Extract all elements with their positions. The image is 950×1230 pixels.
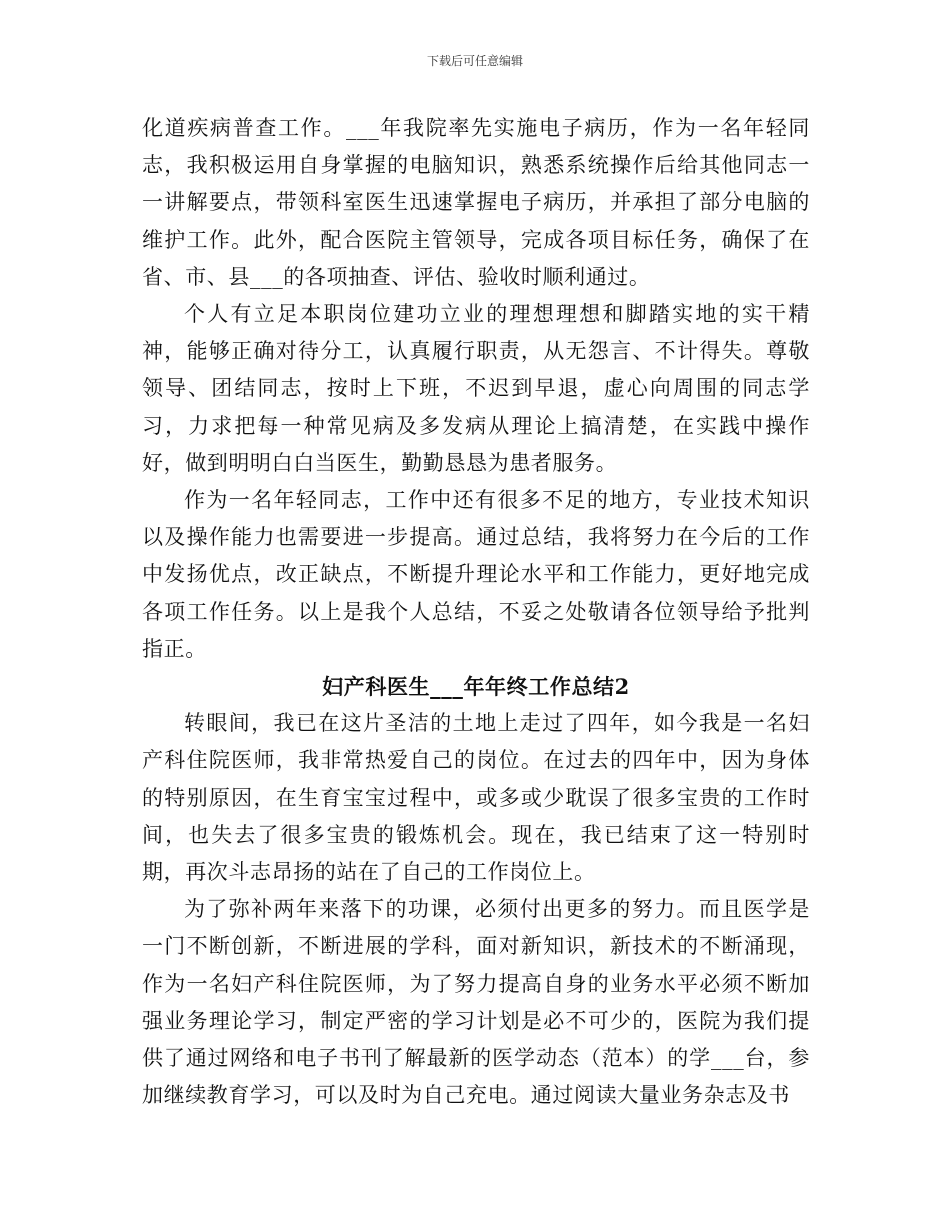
paragraph-4: 转眼间，我已在这片圣洁的土地上走过了四年，如今我是一名妇产科住院医师，我非常热爱自己的岗位。在过去的四年中，因为身体的特别原因，在生育宝宝过程中，或多或少耽误了很多宝贵的工作时间，也失去了很多宝贵的锻炼机会。现在，我已结束了这一特别时期，再次斗志昂扬的站在了自己的工作岗位上。: [142, 711, 810, 885]
paragraph-5: 为了弥补两年来落下的功课，必须付出更多的努力。而且医学是一门不断创新，不断进展的学科，面对新知识，新技术的不断涌现，作为一名妇产科住院医师，为了努力提高自身的业务水平必须不断加强业务理论学习，制定严密的学习计划是必不可少的，医院为我们提供了通过网络和电子书刊了解最新的医学动态（范本）的学___台，参加继续教育学习，可以及时为自己充电。通过阅读大量业务杂志及书: [142, 897, 810, 1108]
document-body: [142, 110, 810, 1114]
paragraph-1: 化道疾病普查工作。___年我院率先实施电子病历，作为一名年轻同志，我积极运用自身掌握的电脑知识，熟悉系统操作后给其他同志一一讲解要点，带领科室医生迅速掌握电子病历，并承担了部分电脑的维护工作。此外，配合医院主管领导，完成各项目标任务，确保了在省、市、县___的各项抽查、评估、验收时顺利通过。: [142, 116, 810, 289]
page-header: 下载后可任意编辑: [426, 54, 523, 68]
section-heading: 妇产科医生___年年终工作总结2: [322, 674, 630, 700]
paragraph-2: 个人有立足本职岗位建功立业的理想理想和脚踏实地的实干精神，能够正确对待分工，认真履行职责，从无怨言、不计得失。尊敬领导、团结同志，按时上下班，不迟到早退，虚心向周围的同志学习，力求把每一种常见病及多发病从理论上搞清楚，在实践中操作好，做到明明白白当医生，勤勤恳恳为患者服务。: [142, 302, 810, 475]
paragraph-3: 作为一名年轻同志，工作中还有很多不足的地方，专业技术知识以及操作能力也需要进一步提高。通过总结，我将努力在今后的工作中发扬优点，改正缺点，不断提升理论水平和工作能力，更好地完成各项工作任务。以上是我个人总结，不妥之处敬请各位领导给予批判指正。: [142, 488, 810, 661]
